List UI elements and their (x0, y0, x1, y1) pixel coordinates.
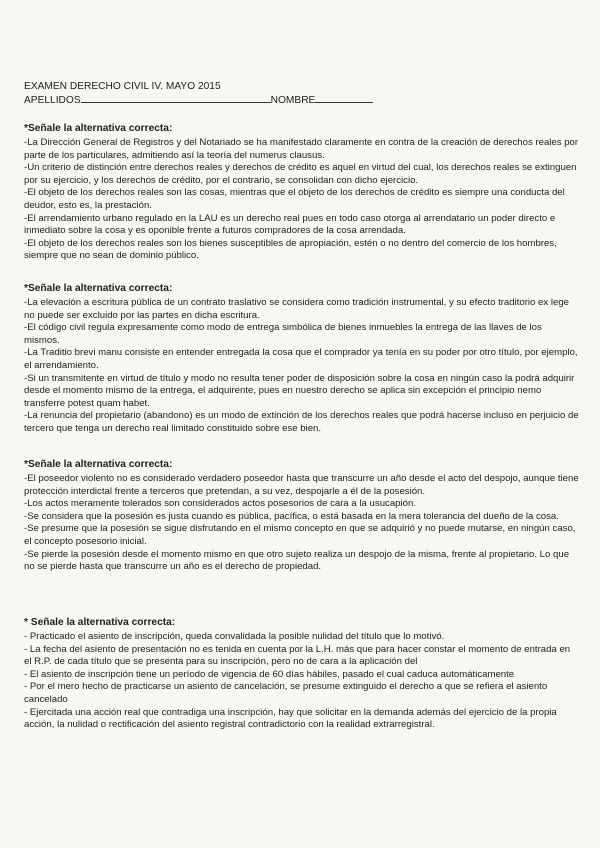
option: -El arrendamiento urbano regulado en la LAU es un derecho real pues en todo caso otorga al arrendatario un poder directo e inmediato sobre la cosa y es oponible frente a futuros compradores de la cosa arrendada. (24, 212, 556, 237)
question-title: *Señale la alternativa correcta: (24, 123, 173, 134)
option: -La renuncia del propietario (abandono) es un modo de extinción de los derechos reales que podrá hacerse incluso en perjuicio de tercero que tenga un derecho real limitado constituido sobre ese bien. (24, 410, 579, 434)
option: -Se considera que la posesión es justa cuando es pública, pacífica, o está basada en la mera tolerancia del dueño de la cosa. (24, 510, 559, 522)
option: -Si un transmitente en virtud de título y modo no resulta tener poder de disposición sobre la cosa en ningún caso la podrá adquirir desde el momento mismo de la entrega, el adquirente, pues en nuestro derecho se aplica sin excepción el principio nemo transferre potest quam habet. (24, 372, 575, 409)
option: -El objeto de los derechos reales son los bienes susceptibles de apropiación, estén o no dentro del comercio de los hombres, siempre que no sean de dominio público. (24, 237, 557, 262)
question-1 (24, 122, 580, 263)
question-title: * Señale la alternativa correcta: (24, 617, 176, 628)
exam-title: EXAMEN DERECHO CIVIL IV. MAYO 2015 (24, 81, 221, 92)
student-fields (24, 93, 584, 107)
option: -El poseedor violento no es considerado verdadero poseedor hasta que transcurre un año desde el acto del despojo, aunque tiene protección interdictal frente a terceros que pretendan, a su vez, despojarle a él de la posesión. (24, 473, 579, 497)
option: - Ejercitada una acción real que contradiga una inscripción, hay que solicitar en la demanda además del ejercicio de la propia acción, la nulidad o rectificación del asiento registral contradictorio con la realidad extrarregistral. (24, 706, 557, 731)
question-3 (24, 458, 580, 574)
question-title: *Señale la alternativa correcta: (24, 459, 173, 470)
option: -Se pierde la posesión desde el momento mismo en que otro sujeto realiza un despojo de la misma, frente al propietario. Lo que no se pierde hasta que transcurre un año es el derecho de propiedad. (24, 548, 570, 573)
option: -La elevación a escritura pública de un contrato traslativo se considera como tradición instrumental, y su efecto traditorio ex lege no puede ser excluido por las partes en dicha escritura. (24, 297, 569, 321)
option: -Un criterio de distinción entre derechos reales y derechos de crédito es aquel en virtud del cual, los derechos reales se extinguen por su ejercicio, y los derechos de crédito, por el contrario, se consolidan con dicho ejercicio. (24, 162, 577, 186)
option: -Se presume que la posesión se sigue disfrutando en el mismo concepto en que se adquirió y no puede mutarse, en ningún caso, el concepto posesorio inicial. (24, 523, 576, 547)
nombre-label: NOMBRE (270, 95, 316, 106)
question-4 (24, 616, 580, 732)
question-title: *Señale la alternativa correcta: (24, 283, 173, 294)
option: - Practicado el asiento de inscripción, queda convalidada la posible nulidad del título que lo motivó. (24, 631, 445, 642)
option: - El asiento de inscripción tiene un período de vigencia de 60 días hábiles, pasado el cual caduca automáticamente (24, 668, 515, 680)
option: -La Traditio brevi manu consiste en entender entregada la cosa que el comprador ya tenía en su poder por otro título, por ejemplo, el arrendamiento. (24, 347, 578, 371)
option: - La fecha del asiento de presentación no es tenida en cuenta por la L.H. más que para hacer constar el momento de entrada en el R.P. de cada título que se presenta para su inscripción, pero no de cara a la aplicación del (24, 643, 571, 668)
option: -La Dirección General de Registros y del Notariado se ha manifestado claramente en contra de la creación de derechos reales por parte de los particulares, admitiendo así la teoría del numerus clausus. (24, 137, 579, 161)
option: -El código civil regula expresamente como modo de entrega simbólica de bienes inmuebles la entrega de las llaves de los mismos. (24, 322, 542, 346)
question-2 (24, 282, 580, 436)
nombre-blank (315, 93, 373, 103)
exam-header (24, 80, 584, 107)
option: -Los actos meramente tolerados son considerados actos posesorios de cara a la usucapión. (24, 498, 416, 510)
apellidos-blank (81, 93, 271, 103)
option: - Por el mero hecho de practicarse un asiento de cancelación, se presume extinguido el derecho a que se refiera el asiento cancelado (24, 681, 548, 705)
option: -El objeto de los derechos reales son las cosas, mientras que el objeto de los derechos de crédito es siempre una conducta del deudor, esto es, la prestación. (24, 187, 565, 211)
apellidos-label: APELLIDOS (24, 95, 81, 106)
